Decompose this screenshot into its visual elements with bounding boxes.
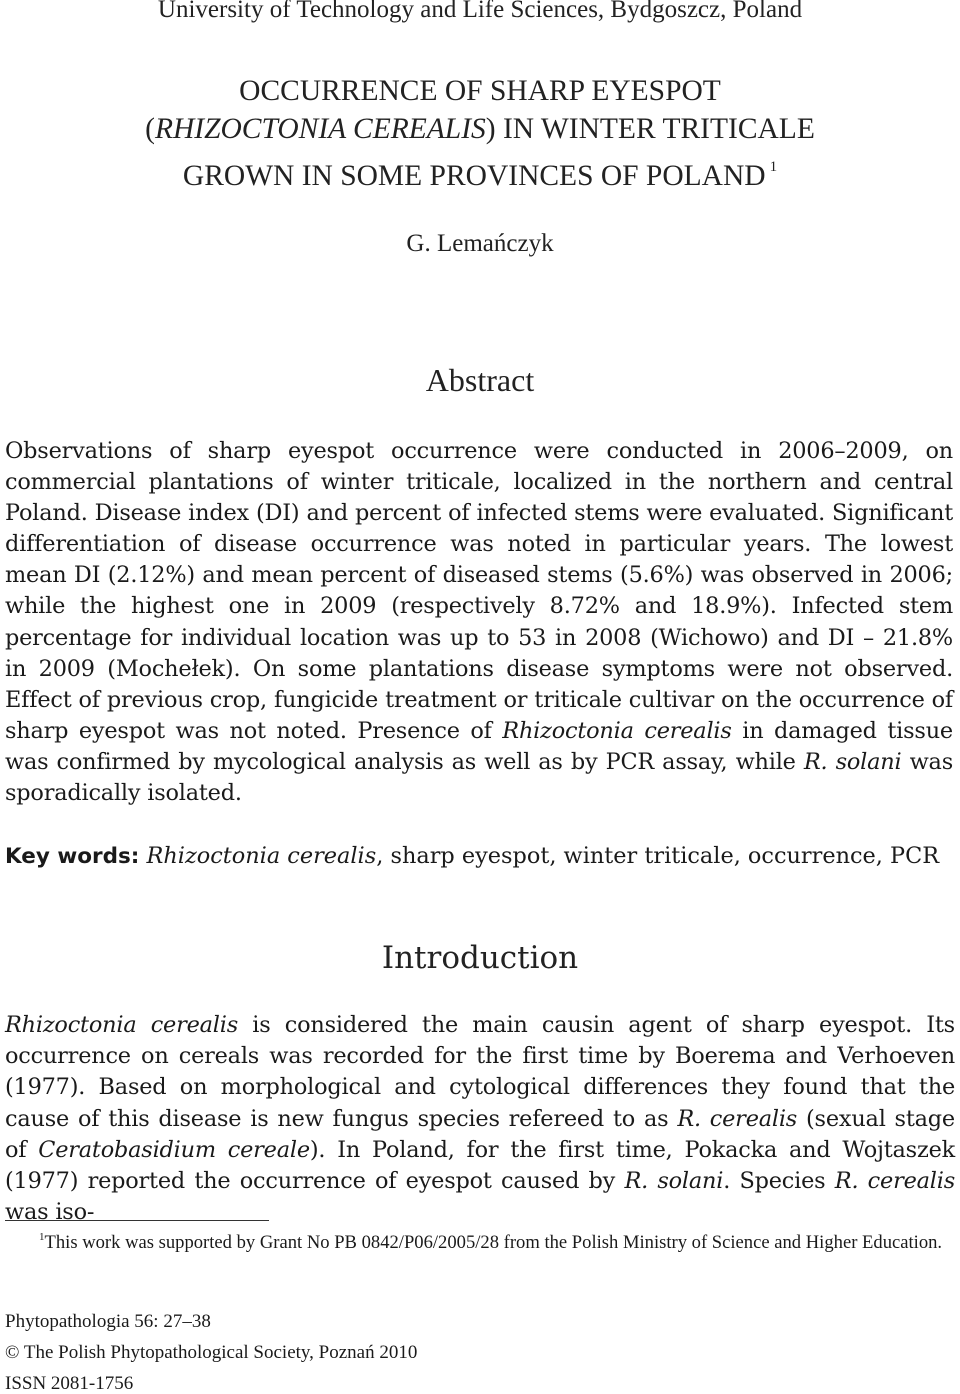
keywords-species: Rhizoctonia cerealis <box>146 843 377 869</box>
title-paren-open: ( <box>145 113 155 145</box>
intro-text-5: was iso- <box>5 1199 95 1226</box>
intro-text-4: . Species <box>723 1168 835 1195</box>
intro-species-1: Rhizoctonia cerealis <box>5 1012 239 1038</box>
journal-citation: Phytopathologia 56: 27–38 <box>5 1311 211 1332</box>
title-line-3 <box>60 148 900 195</box>
paper-title <box>60 72 900 195</box>
intro-species-3: Ceratobasidium cereale <box>38 1136 310 1163</box>
title-line-2 <box>60 110 900 148</box>
abstract-text-3: was sporadically isolated. <box>5 748 953 807</box>
footnote-text: This work was supported by Grant No PB 0842/P06/2005/28 from the Polish Ministry of Science and Higher Education. <box>44 1232 943 1253</box>
keywords-label: Key words: <box>5 844 140 869</box>
footnote-mark: 1 <box>39 1231 45 1243</box>
abstract-text-2: in damaged tissue was confirmed by mycological analysis as well as by PCR assay, while <box>5 717 953 775</box>
introduction-body <box>5 1010 955 1228</box>
author: G. Lemańczyk <box>406 230 554 257</box>
affiliation: University of Technology and Life Sciences, Bydgoszcz, Poland <box>157 0 803 23</box>
journal-copyright: © The Polish Phytopathological Society, Poznań 2010 <box>5 1342 418 1363</box>
title-species: RHIZOCTONIA CEREALIS <box>154 113 486 145</box>
intro-text-3: ). In Poland, for the first time, Pokacka and Wojtaszek (1977) reported the occurrence of eyespot caused by <box>5 1136 955 1195</box>
keywords <box>5 841 955 872</box>
intro-species-4: R. solani <box>624 1168 724 1195</box>
abstract-body <box>5 436 953 809</box>
journal-issn: ISSN 2081-1756 <box>5 1373 134 1394</box>
title-line-2-rest: ) IN WINTER TRITICALE <box>485 113 815 145</box>
title-line-1: OCCURRENCE OF SHARP EYESPOT <box>239 75 721 107</box>
abstract-text-1: Observations of sharp eyespot occurrence were conducted in 2006–2009, on commercial plantations of winter triticale, localized in the northern and central Poland. Disease index (DI) and percent of infected stems were evaluated. Significant differentiation of disease occurrence was noted in particular years. The lowest mean DI (2.12%) and mean percent of diseased stems (5.6%) was observed in 2006; while the highest one in 2009 (respectively 8.72% and 18.9%). Infected stem percentage for individual location was up to 53 in 2008 (Wichowo) and DI – 21.8% in 2009 (Mochełek). On some plantations disease symptoms were not observed. Effect of previous crop, fungicide treatment or triticale cultivar on the occurrence of sharp eyespot was not noted. Presence of <box>5 438 953 744</box>
journal-info <box>5 1306 705 1394</box>
introduction-paragraph <box>5 1010 955 1228</box>
abstract-species-1: Rhizoctonia cerealis <box>502 717 732 744</box>
intro-species-2: R. cerealis <box>677 1105 798 1132</box>
footnote <box>5 1225 955 1256</box>
intro-text-2: (sexual stage of <box>5 1105 955 1163</box>
keywords-rest: , sharp eyespot, winter triticale, occurrence, PCR <box>376 843 940 869</box>
title-footnote-mark: 1 <box>769 159 778 175</box>
footnote-divider <box>5 1220 269 1221</box>
abstract-paragraph <box>5 436 953 809</box>
abstract-species-2: R. solani <box>803 748 902 775</box>
introduction-heading: Introduction <box>381 940 579 976</box>
intro-species-5: R. cerealis <box>834 1168 955 1195</box>
title-line-3-text: GROWN IN SOME PROVINCES OF POLAND <box>182 160 766 192</box>
abstract-heading: Abstract <box>425 362 535 398</box>
intro-text-1: is considered the main causin agent of sharp eyespot. Its occurrence on cereals was recorded for the first time by Boerema and Verhoeven (1977). Based on morphological and cytological differences they found that the cause of this disease is new fungus species refereed to as <box>5 1012 955 1132</box>
